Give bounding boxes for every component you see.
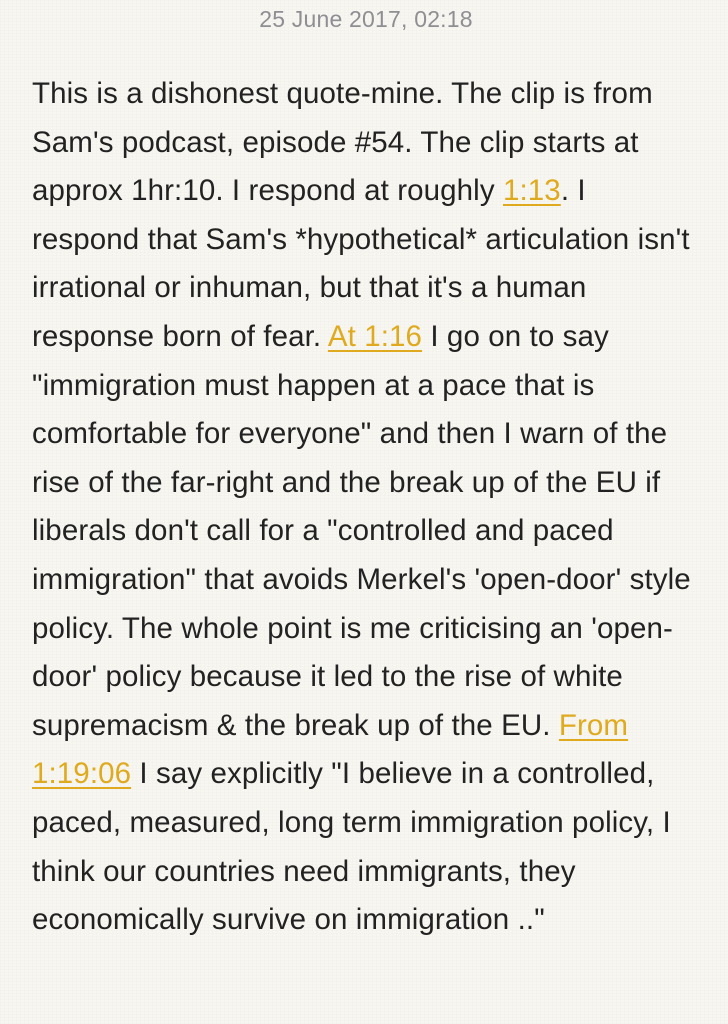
timestamp-link-1-19-06[interactable]: From 1:19:06	[32, 708, 629, 791]
note-text-segment: . I respond that Sam's *hypothetical* articulation isn't irrational or inhuman, but that it's a human response born of fear.	[32, 174, 690, 353]
timestamp-link-1-16[interactable]: At 1:16	[327, 319, 423, 353]
note-timestamp: 25 June 2017, 02:18	[259, 6, 473, 32]
note-text-segment: I say explicitly "I believe in a controlled, paced, measured, long term immigration policy, I think our countries need immigrants, they economically survive on immigration .."	[32, 757, 671, 937]
timestamp-link-1-13[interactable]: 1:13	[502, 174, 561, 208]
note-text-segment: This is a dishonest quote-mine. The clip is from Sam's podcast, episode #54. The clip starts at approx 1hr:10. I respond at roughly	[32, 77, 653, 208]
note-text-segment: I go on to say "immigration must happen at a pace that is comfortable for everyone" and then I warn of the rise of the far-right and the break up of the EU if liberals don't call for a "controlled and paced immigration" that avoids Merkel's 'open-door' style policy. The whole point is me criticising an 'open-door' policy because it led to the rise of white supremacism & the break up of the EU.	[32, 319, 691, 742]
note-body[interactable]	[32, 70, 700, 945]
